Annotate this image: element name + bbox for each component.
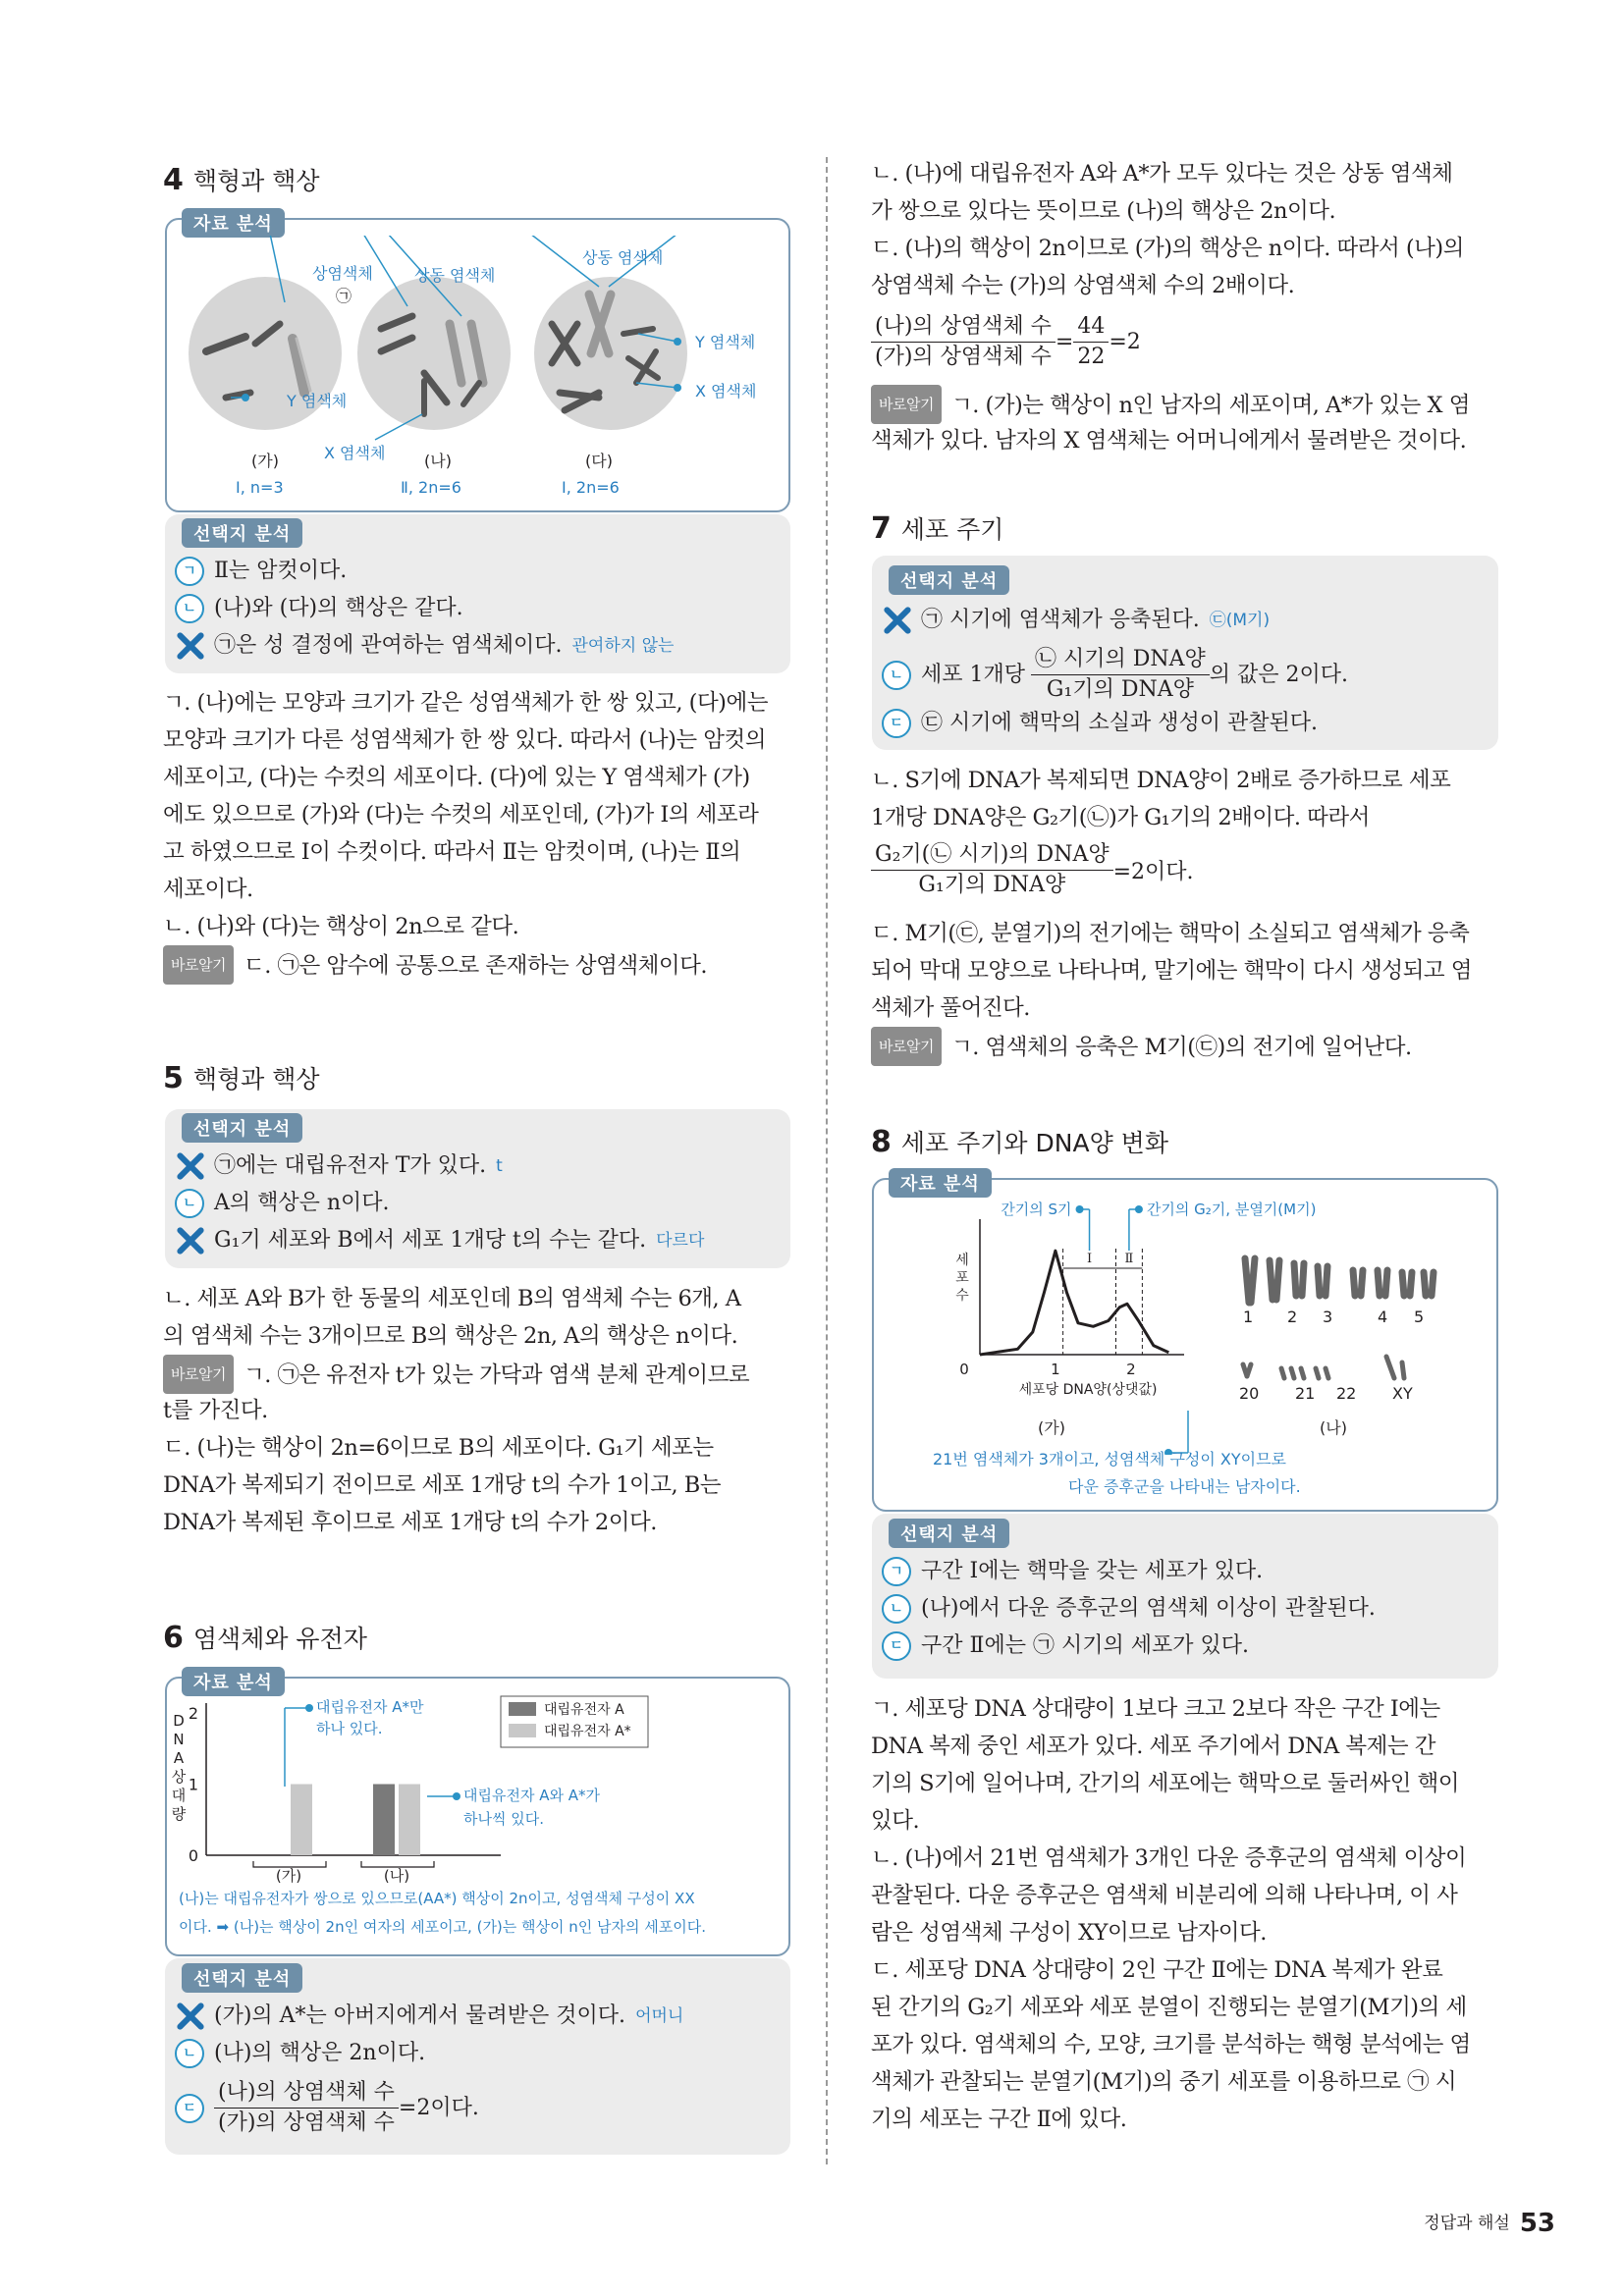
y-axis-label: 세 xyxy=(955,1253,969,1268)
q7-explanation-1: ㄴ. S기에 DNA가 복제되면 DNA양이 2배로 증가하므로 세포 1개당 DNA양은 G₂기(㉡)가 G₁기의 2배이다. 따라서 xyxy=(871,768,1451,830)
wrong-x-icon xyxy=(175,2002,204,2031)
karyo-num-5: 5 xyxy=(1414,1308,1425,1326)
annotation-text: 간기의 G₂기, 분열기(M기) xyxy=(1146,1201,1317,1218)
q8-choice-1: ㄱ 구간 Ⅰ에는 핵막을 갖는 세포가 있다. xyxy=(882,1557,1263,1586)
karyo-num-3: 3 xyxy=(1323,1308,1333,1326)
y-axis-label: 대 xyxy=(171,1787,187,1804)
q6-caption-1: (나)는 대립유전자가 쌍으로 있으므로(AA*) 핵상이 2n이고, 성염색체 구성이 XX xyxy=(179,1890,695,1907)
q8-caption-b: (나) xyxy=(1320,1418,1347,1437)
q8-explanation: ㄱ. 세포당 DNA 상대량이 1보다 크고 2보다 작은 구간 Ⅰ에는 DNA 복제 중인 세포가 있다. 세포 주기에서 DNA 복제는 간 기의 S기에 일어나며, 간기의 세포에는 핵막으로 둘러싸인 핵이 있다. ㄴ. (나)에서 21번 염색체가 3개인 다운 증후군의 염색체 이상이 관찰된다. 다운 증후군은 염색체 비분리에 의해 나타나며, 이 사 람은 성염색체 구성이 XY이므로 남자이다. ㄷ. 세포당 DNA 상대량이 2인 구간 Ⅱ에는 DNA 복제가 완료 된 간기의 G₂기 세포와 세포 분열이 진행되는 분열기(M기)의 세 포가 있다. 염색체의 수, 모양, 크기를 분석하는 핵형 분석에는 염 색체가 관찰되는 분열기(M기)의 중기 세포를 이용하므로 ㉠ 시 기의 세포는 구간 Ⅱ에 있다. xyxy=(871,1696,1471,2132)
page-footer: 정답과 해설 53 xyxy=(1424,2209,1555,2238)
q8-title: 8 세포 주기와 DNA양 변화 xyxy=(871,1125,1168,1159)
caption-cell-a: (가) xyxy=(251,452,279,470)
annotation-text: 대립유전자 A*만 xyxy=(316,1698,424,1716)
q5-explanation: ㄴ. 세포 A와 B가 한 동물의 세포인데 B의 염색체 수는 6개, A 의 염색체 수는 3개이므로 B의 핵상은 2n, A의 핵상은 n이다. 바로알기 ㄱ. ㉠은 유전자 t가 있는 가닥과 염색 분체 관계이므로 t를 가진다. ㄷ. (나)는 핵상이 2n=6이므로 B의 세포이다. G₁기 세포는 DNA가 복제되기 전이므로 세포 1개당 t의 수가 1이고, B는 DNA가 복제된 후이므로 세포 1개당 t의 수가 2이다. xyxy=(163,1286,750,1535)
y-tick-label: 0 xyxy=(188,1846,198,1865)
check-circle-icon: ㄷ xyxy=(882,1631,911,1661)
karyo-num-2: 2 xyxy=(1287,1308,1298,1326)
subcaption-cell-b: Ⅱ, 2n=6 xyxy=(401,478,461,497)
q8-choice-3: ㄷ 구간 Ⅱ에는 ㉠ 시기의 세포가 있다. xyxy=(882,1631,1249,1661)
annotation-text: 하나 있다. xyxy=(316,1720,383,1737)
q8-choice-tag: 선택지 분석 xyxy=(889,1519,1009,1548)
check-circle-icon: ㄴ xyxy=(882,661,911,690)
q5-choice-2: ㄴ A의 핵상은 n이다. xyxy=(175,1189,390,1218)
fix-tag: 바로알기 xyxy=(871,1027,942,1066)
y-axis-label: A xyxy=(173,1749,185,1767)
q6-choice-1: (가)의 A*는 아버지에게서 물려받은 것이다. 어머니 xyxy=(175,2002,683,2031)
q6-data-tag: 자료 분석 xyxy=(182,1667,285,1696)
check-circle-icon: ㄱ xyxy=(882,1557,911,1586)
y-axis-label: 상 xyxy=(171,1768,187,1786)
dna-distribution-line xyxy=(980,1251,1168,1355)
subcaption-cell-a: Ⅰ, n=3 xyxy=(236,478,284,497)
region-label: Ⅱ xyxy=(1124,1252,1134,1266)
y-axis-label: N xyxy=(173,1731,185,1748)
q7-choice-2: ㄴ 세포 1개당 $\frac{\text{㉡ 시기의 DNA양}}{\text{G₁기의 DNA양}}$ 의 값은 2이다. xyxy=(882,645,1348,705)
wrong-x-icon xyxy=(882,606,911,635)
label-homolog-2: 상동 염색체 xyxy=(582,248,664,267)
karyo-num-4: 4 xyxy=(1378,1308,1388,1326)
annotation-dot xyxy=(1135,1205,1143,1213)
bar-0-1 xyxy=(291,1785,312,1856)
x-tick-label: 1 xyxy=(1051,1361,1060,1378)
q4-explanation: ㄱ. (나)에는 모양과 크기가 같은 성염색체가 한 쌍 있고, (다)에는 모양과 크기가 다른 성염색체가 한 쌍 있다. 따라서 (나)는 암컷의 세포이고, (다)는 수컷의 세포이다. (다)에 있는 Y 염색체가 (가) 에도 있으므로 (가)와 (다)는 수컷의 세포인데, (가)가 Ⅰ의 세포라 고 하였으므로 Ⅰ이 수컷이다. 따라서 Ⅱ는 암컷이며, (나)는 Ⅱ의 세포이다. ㄴ. (나)와 (다)는 핵상이 2n으로 같다. 바로알기 ㄷ. ㉠은 암수에 공통으로 존재하는 상염색체이다. xyxy=(163,684,768,983)
wrong-x-icon xyxy=(175,631,204,661)
legend-label: 대립유전자 A xyxy=(544,1702,624,1718)
annotation-text: 대립유전자 A와 A*가 xyxy=(463,1787,600,1804)
label-autosome: 상염색체 xyxy=(312,264,373,283)
category-label: (나) xyxy=(383,1867,410,1885)
q6-equation: $\frac{\text{(나)의 상염색체 수}}{\text{(가)의 상염색체 수}}$ = $\frac{44}{22}$ =2 xyxy=(871,312,1141,372)
label-y-right: Y 염색체 xyxy=(695,333,756,351)
category-label: (가) xyxy=(275,1867,302,1885)
label-y-left: Y 염색체 xyxy=(287,392,348,410)
q7-choice-3: ㄷ ㉢ 시기에 핵막의 소실과 생성이 관찰된다. xyxy=(882,709,1318,738)
q4-choice-tag: 선택지 분석 xyxy=(182,518,302,548)
q6-bar-chart xyxy=(167,1688,789,1885)
check-circle-icon: ㄴ xyxy=(175,1189,204,1218)
q7-equation: $\frac{\text{G₂기(㉡ 시기)의 DNA양}}{\text{G₁기의 DNA양}}$ =2이다. xyxy=(871,840,1194,900)
annotation-dot xyxy=(1076,1205,1084,1213)
q6-choice-tag: 선택지 분석 xyxy=(182,1963,302,1993)
q4-data-tag: 자료 분석 xyxy=(182,208,285,238)
q6-caption-2: 이다. ➡ (나)는 핵상이 2n인 여자의 세포이고, (가)는 핵상이 n인 남자의 세포이다. xyxy=(179,1918,707,1936)
karyo-num-1: 1 xyxy=(1243,1308,1254,1326)
legend-swatch xyxy=(509,1702,536,1716)
y-axis-label: 수 xyxy=(955,1288,969,1304)
check-circle-icon: ㄴ xyxy=(882,1594,911,1624)
check-circle-icon: ㄴ xyxy=(175,2039,204,2068)
fix-tag: 바로알기 xyxy=(163,945,234,985)
y-axis-label: 포 xyxy=(955,1270,969,1286)
x-axis-label: 세포당 DNA양(상댓값) xyxy=(1018,1382,1158,1398)
q8-note-2: 다운 증후군을 나타내는 남자이다. xyxy=(1068,1477,1301,1496)
subcaption-cell-c: Ⅰ, 2n=6 xyxy=(562,478,620,497)
wrong-x-icon xyxy=(175,1151,204,1181)
region-label: Ⅰ xyxy=(1086,1252,1093,1266)
karyo-num-xy: XY xyxy=(1392,1384,1413,1403)
q6-fix: 바로알기 ㄱ. (가)는 핵상이 n인 남자의 세포이며, A*가 있는 X 염 색체가 있다. 남자의 X 염색체는 어머니에게서 물려받은 것이다. xyxy=(871,385,1470,459)
bar-1-1 xyxy=(399,1785,420,1856)
y-axis-label: 량 xyxy=(171,1805,187,1823)
label-circle-a: ㉠ xyxy=(336,287,352,305)
column-divider xyxy=(826,157,828,2164)
check-circle-icon: ㄴ xyxy=(175,594,204,623)
q7-choice-tag: 선택지 분석 xyxy=(889,565,1009,595)
q8-note-1: 21번 염색체가 3개이고, 성염색체 구성이 XY이므로 xyxy=(933,1450,1286,1468)
q5-title: 5 핵형과 핵상 xyxy=(163,1061,320,1095)
label-homolog-1: 상동 염색체 xyxy=(414,266,496,285)
q4-title: 4 핵형과 핵상 xyxy=(163,163,320,197)
q6-title: 6 염색체와 유전자 xyxy=(163,1621,367,1655)
karyo-num-20: 20 xyxy=(1239,1384,1260,1403)
check-circle-icon: ㄷ xyxy=(175,2094,204,2123)
q8-data-tag: 자료 분석 xyxy=(889,1168,992,1198)
annotation-dot xyxy=(453,1792,460,1800)
q4-choice-2: ㄴ (나)와 (다)의 핵상은 같다. xyxy=(175,594,463,623)
q7-choice-1: ㉠ 시기에 염색체가 응축된다. ㉢(M기) xyxy=(882,606,1270,635)
fix-tag: 바로알기 xyxy=(163,1355,234,1394)
q8-choice-2: ㄴ (나)에서 다운 증후군의 염색체 이상이 관찰된다. xyxy=(882,1594,1376,1624)
karyo-num-22: 22 xyxy=(1336,1384,1357,1403)
fix-tag: 바로알기 xyxy=(871,385,942,424)
q4-choice-3: ㉠은 성 결정에 관여하는 염색체이다. 관여하지 않는 xyxy=(175,631,674,661)
y-tick-label: 2 xyxy=(188,1704,198,1723)
caption-cell-b: (나) xyxy=(424,452,452,470)
q8-caption-a: (가) xyxy=(1038,1418,1065,1437)
y-tick-label: 1 xyxy=(188,1775,198,1794)
annotation-text: 간기의 S기 xyxy=(1001,1201,1072,1218)
karyo-num-21: 21 xyxy=(1295,1384,1316,1403)
q5-choice-tag: 선택지 분석 xyxy=(182,1113,302,1143)
legend-label: 대립유전자 A* xyxy=(544,1724,631,1739)
q7-title: 7 세포 주기 xyxy=(871,511,1004,546)
q4-choice-1: ㄱ Ⅱ는 암컷이다. xyxy=(175,557,347,586)
q6-explanation: ㄴ. (나)에 대립유전자 A와 A*가 모두 있다는 것은 상동 염색체 가 쌍으로 있다는 뜻이므로 (나)의 핵상은 2n이다. ㄷ. (나)의 핵상이 2n이므로 (가)의 핵상은 n이다. 따라서 (나)의 상염색체 수는 (가)의 상염색체 수의 2배이다. xyxy=(871,161,1464,298)
check-circle-icon: ㄷ xyxy=(882,709,911,738)
q5-choice-1: ㉠에는 대립유전자 T가 있다. t xyxy=(175,1151,503,1181)
annotation-text: 하나씩 있다. xyxy=(463,1810,544,1828)
label-x-bottom: X 염색체 xyxy=(324,444,386,462)
x-tick-label: 2 xyxy=(1126,1361,1136,1378)
wrong-x-icon xyxy=(175,1226,204,1255)
q7-explanation-2: ㄷ. M기(㉢, 분열기)의 전기에는 핵막이 소실되고 염색체가 응축 되어 막대 모양으로 나타나며, 말기에는 핵막이 다시 생성되고 염 색체가 풀어진다. 바로알기 ㄱ. 염색체의 응축은 M기(㉢)의 전기에 일어난다. xyxy=(871,915,1472,1064)
fraction: $\frac{\text{(나)의 상염색체 수}}{\text{(가)의 상염색체 수}}$ xyxy=(214,2078,399,2138)
q6-choice-2: ㄴ (나)의 핵상은 2n이다. xyxy=(175,2039,425,2068)
page-number: 53 xyxy=(1519,2209,1555,2238)
bar-1-0 xyxy=(373,1785,395,1856)
label-x-right: X 염색체 xyxy=(695,382,757,400)
x-tick-label: 0 xyxy=(959,1361,969,1378)
annotation-dot xyxy=(305,1704,313,1712)
q8-figure xyxy=(874,1190,1496,1455)
legend-swatch xyxy=(509,1724,536,1737)
karyotype-chromosomes xyxy=(1243,1258,1434,1378)
y-axis-label: D xyxy=(173,1712,185,1730)
q6-choice-3: ㄷ $\frac{\text{(나)의 상염색체 수}}{\text{(가)의 상염색체 수}}$ =2이다. xyxy=(175,2078,479,2138)
fraction: $\frac{\text{㉡ 시기의 DNA양}}{\text{G₁기의 DNA양}}$ xyxy=(1031,645,1210,705)
q5-choice-3: G₁기 세포와 B에서 세포 1개당 t의 수는 같다. 다르다 xyxy=(175,1226,704,1255)
check-circle-icon: ㄱ xyxy=(175,557,204,586)
caption-cell-c: (다) xyxy=(585,452,613,470)
